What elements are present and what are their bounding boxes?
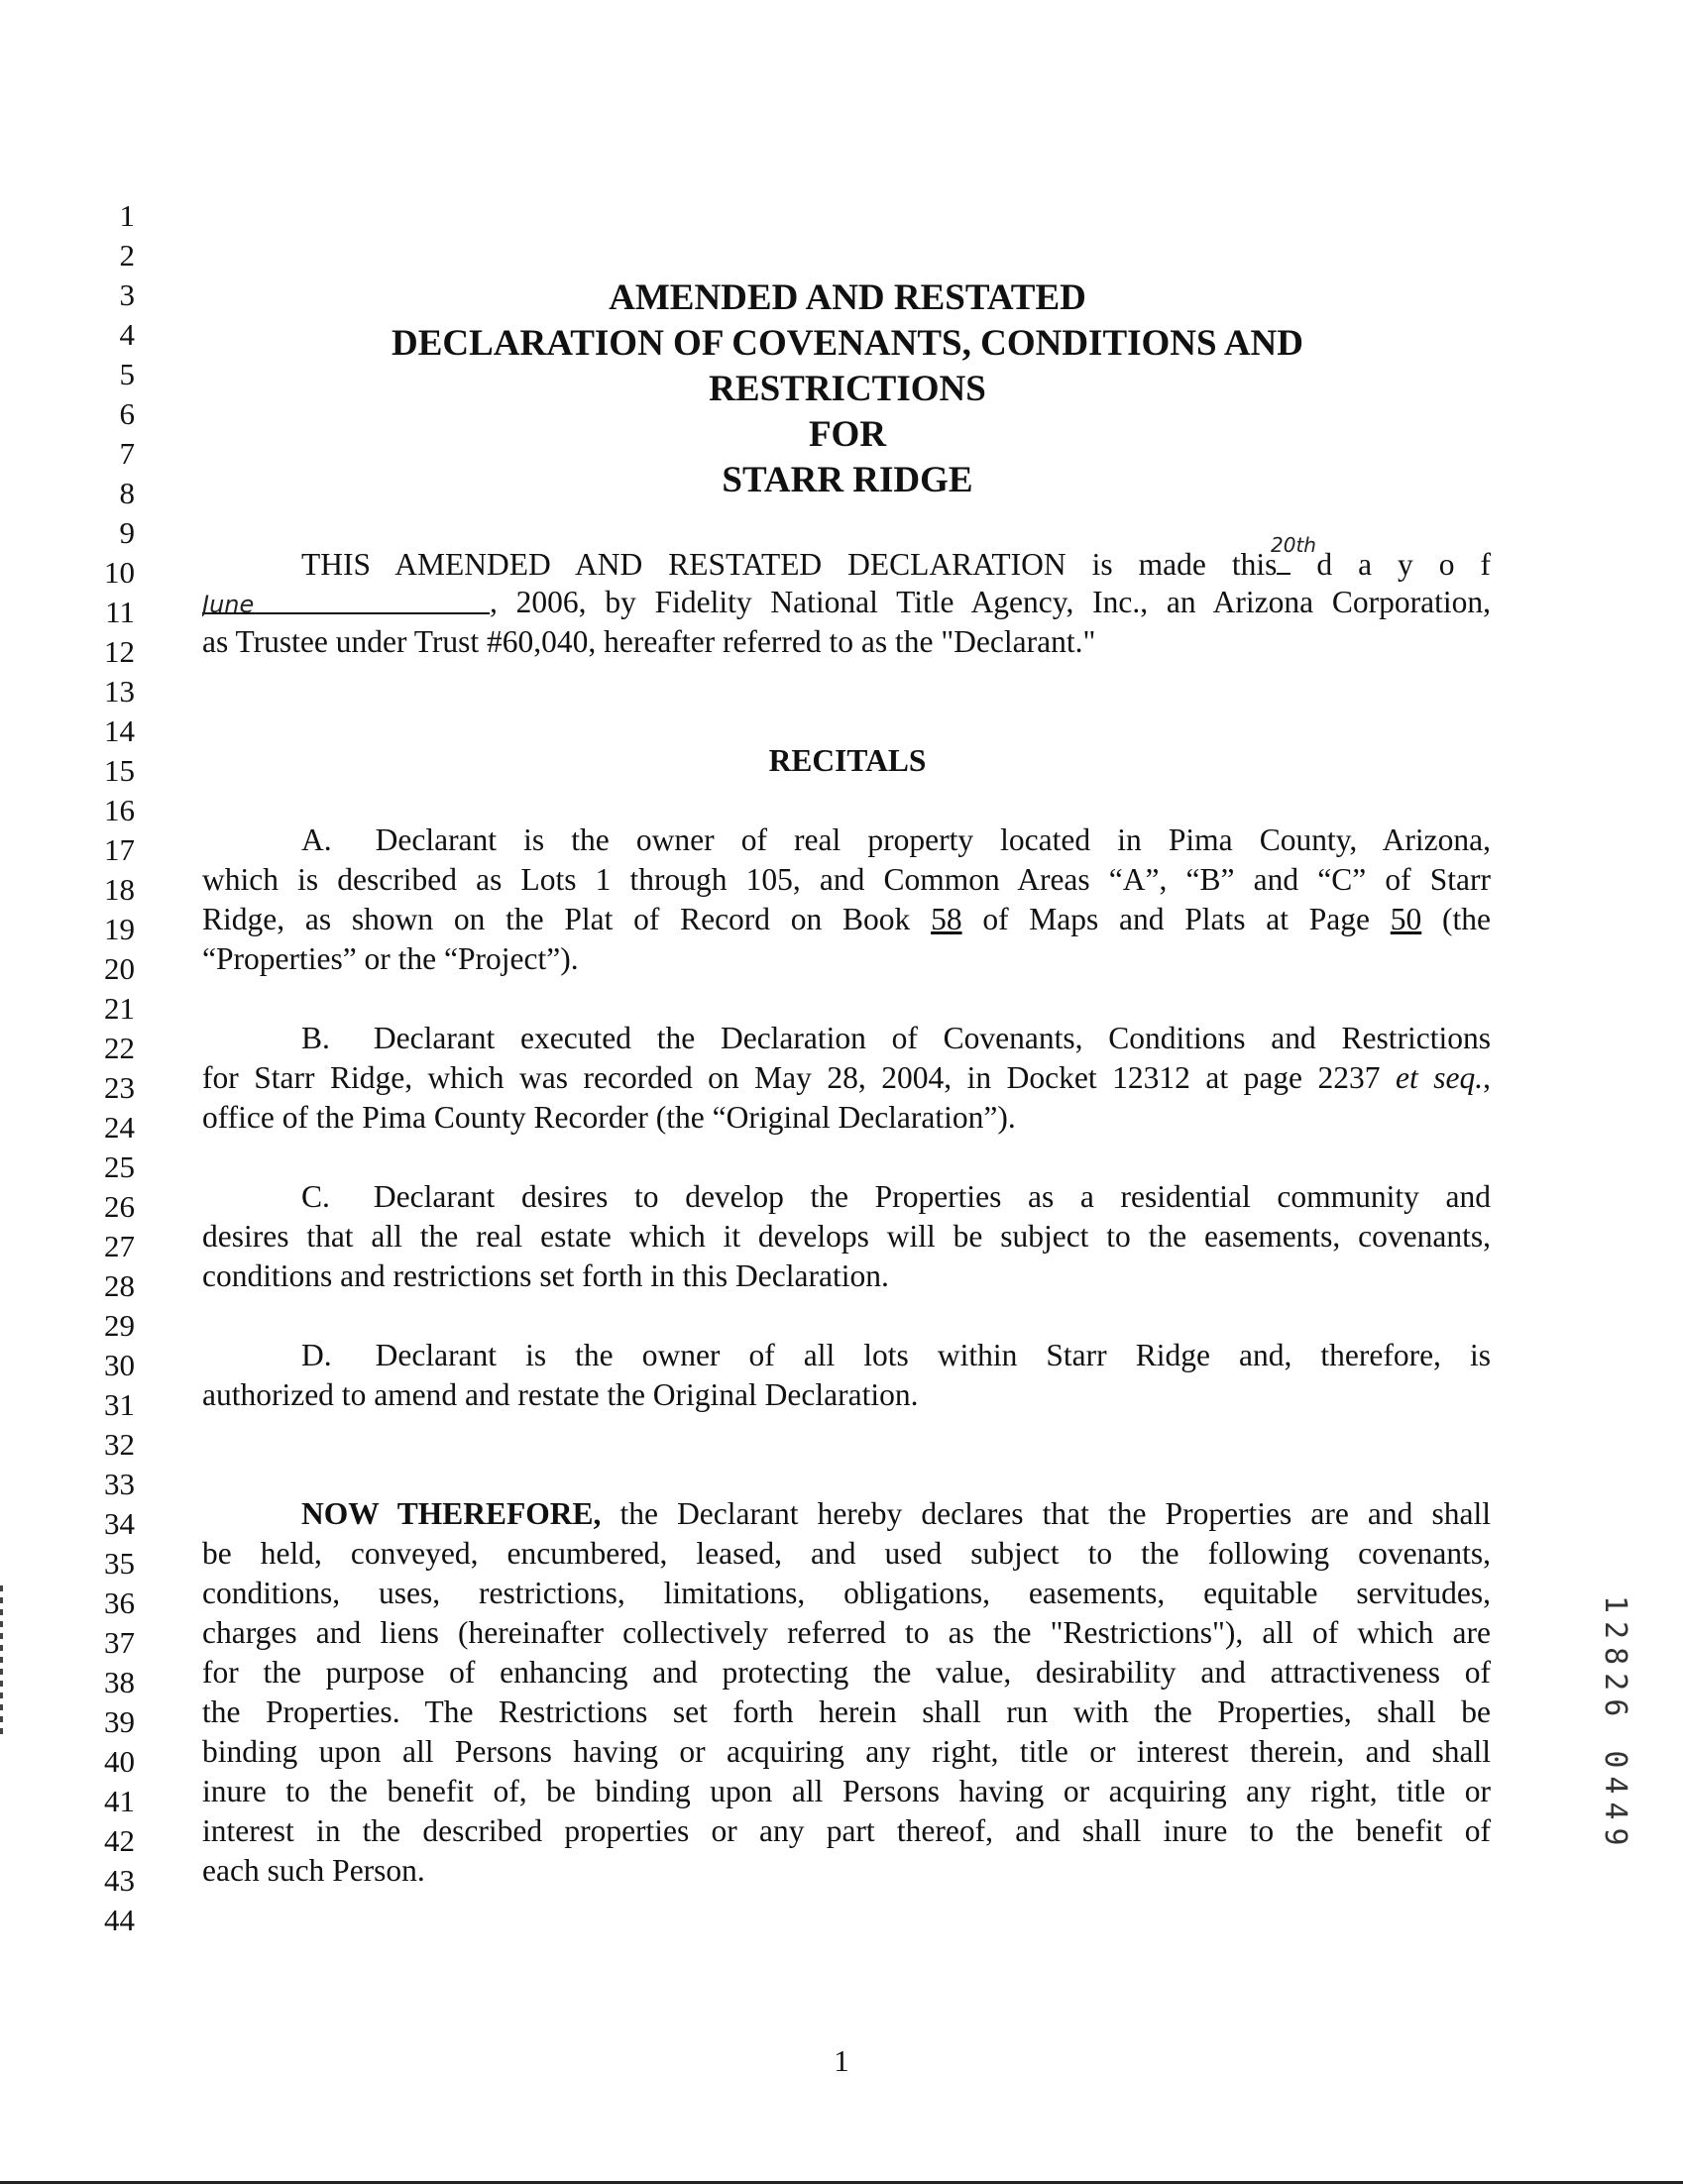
recital-text: Ridge, as shown on the Plat of Record on Book bbox=[202, 902, 911, 936]
line-number: 43 bbox=[104, 1863, 135, 1898]
title-line: STARR RIDGE bbox=[722, 460, 973, 500]
recital-d bbox=[202, 1336, 1491, 1415]
recital-d-line-2: authorized to amend and restate the Original Declaration. bbox=[202, 1377, 919, 1412]
line-number: 11 bbox=[105, 595, 135, 629]
recital-c-line-3: conditions and restrictions set forth in this Declaration. bbox=[202, 1258, 889, 1293]
line-number: 15 bbox=[104, 753, 135, 788]
line-number: 24 bbox=[104, 1110, 135, 1145]
line-number: 27 bbox=[104, 1229, 135, 1263]
month-handwritten: June bbox=[202, 591, 255, 618]
recital-c-line-1 bbox=[202, 1177, 1491, 1217]
page-number: 1 bbox=[834, 2043, 849, 2078]
book-number: 58 bbox=[931, 902, 962, 936]
paragraph-text: the Declarant hereby declares that the Properties are and shall bbox=[619, 1496, 1491, 1531]
line-number: 13 bbox=[104, 674, 135, 709]
line-number: 33 bbox=[104, 1467, 135, 1501]
now-therefore-line-3: conditions, uses, restrictions, limitations, obligations, easements, equitable servitudes, bbox=[202, 1576, 1491, 1610]
line-number: 18 bbox=[104, 872, 135, 907]
recital-a-line-3 bbox=[202, 900, 1491, 939]
line-number: 1 bbox=[119, 198, 135, 233]
recital-letter: C. bbox=[301, 1179, 330, 1214]
line-number: 14 bbox=[104, 713, 135, 748]
recital-text: for Starr Ridge, which was recorded on May 28, 2004, in Docket 12312 at page 2237 bbox=[202, 1060, 1381, 1095]
line-number: 19 bbox=[104, 912, 135, 946]
recital-d-line-1 bbox=[202, 1336, 1491, 1375]
line-number: 39 bbox=[104, 1704, 135, 1739]
line-number: 22 bbox=[104, 1031, 135, 1065]
intro-line-2 bbox=[202, 583, 1491, 622]
intro-text: , 2006, by Fidelity National Title Agency, Inc., an Arizona Corporation, bbox=[490, 585, 1491, 619]
line-number: 7 bbox=[119, 436, 135, 471]
recital-letter: D. bbox=[301, 1338, 332, 1372]
scan-edge-mark bbox=[0, 1585, 3, 1734]
recital-a bbox=[202, 820, 1491, 979]
line-number: 2 bbox=[119, 238, 135, 273]
document-title bbox=[198, 275, 1497, 503]
line-number: 35 bbox=[104, 1546, 135, 1581]
line-number: 26 bbox=[104, 1189, 135, 1224]
recorder-stamp: 12826 0449 bbox=[1598, 1595, 1632, 1854]
recital-text: Declarant executed the Declaration of Covenants, Conditions and Restrictions bbox=[373, 1021, 1491, 1055]
line-number: 3 bbox=[119, 277, 135, 312]
now-therefore-line-5: for the purpose of enhancing and protecting the value, desirability and attractiveness of bbox=[202, 1655, 1491, 1690]
now-therefore-line-1 bbox=[202, 1494, 1491, 1534]
line-number: 5 bbox=[119, 357, 135, 391]
recital-c-line-2: desires that all the real estate which it develops will be subject to the easements, covenants, bbox=[202, 1219, 1491, 1254]
recital-text: Declarant is the owner of real property located in Pima County, Arizona, bbox=[375, 822, 1491, 857]
title-line: RESTRICTIONS bbox=[709, 369, 986, 409]
now-therefore-line-7: binding upon all Persons having or acquiring any right, title or interest therein, and shall bbox=[202, 1734, 1491, 1769]
line-number: 25 bbox=[104, 1149, 135, 1184]
recital-b bbox=[202, 1019, 1491, 1138]
now-therefore-paragraph bbox=[202, 1494, 1491, 1891]
line-number: 36 bbox=[104, 1585, 135, 1620]
intro-text: THIS AMENDED AND RESTATED DECLARATION is made this bbox=[301, 547, 1278, 582]
line-number: 6 bbox=[119, 396, 135, 431]
recital-text: of Maps and Plats at Page bbox=[982, 902, 1371, 936]
recitals-heading: RECITALS bbox=[768, 743, 927, 778]
page-reference: 50 bbox=[1390, 902, 1422, 936]
recital-b-line-3: office of the Pima County Recorder (the “Original Declaration”). bbox=[202, 1100, 1016, 1135]
line-number: 44 bbox=[104, 1903, 135, 1937]
day-suffix: d a y o f bbox=[1316, 547, 1491, 582]
line-number: 30 bbox=[104, 1348, 135, 1382]
line-number: 16 bbox=[104, 793, 135, 827]
line-number: 12 bbox=[104, 634, 135, 669]
recital-a-line-4: “Properties” or the “Project”). bbox=[202, 941, 579, 976]
line-number: 38 bbox=[104, 1665, 135, 1699]
et-seq: et seq. bbox=[1396, 1060, 1484, 1095]
now-therefore-line-2: be held, conveyed, encumbered, leased, and used subject to the following covenants, bbox=[202, 1536, 1491, 1571]
now-therefore-line-10: each such Person. bbox=[202, 1853, 425, 1888]
line-number: 31 bbox=[104, 1387, 135, 1422]
line-number: 34 bbox=[104, 1506, 135, 1541]
recital-text: , bbox=[1483, 1060, 1491, 1095]
line-number: 21 bbox=[104, 991, 135, 1026]
line-number: 23 bbox=[104, 1070, 135, 1105]
recital-text: Declarant is the owner of all lots within Starr Ridge and, therefore, is bbox=[375, 1338, 1491, 1372]
now-therefore-line-8: inure to the benefit of, be binding upon all Persons having or acquiring any right, title or bbox=[202, 1774, 1491, 1808]
line-number-column bbox=[85, 196, 135, 1940]
title-line: AMENDED AND RESTATED bbox=[609, 277, 1086, 318]
line-number: 41 bbox=[104, 1784, 135, 1818]
recital-a-line-2: which is described as Lots 1 through 105, and Common Areas “A”, “B” and “C” of Starr bbox=[202, 862, 1491, 897]
now-therefore-line-4: charges and liens (hereinafter collectively referred to as the "Restrictions"), all of which are bbox=[202, 1615, 1491, 1650]
now-therefore-lead: NOW THEREFORE, bbox=[301, 1496, 602, 1531]
line-number: 20 bbox=[104, 951, 135, 986]
title-line: DECLARATION OF COVENANTS, CONDITIONS AND bbox=[392, 323, 1303, 364]
recital-b-line-2 bbox=[202, 1058, 1491, 1098]
now-therefore-line-9: interest in the described properties or any part thereof, and shall inure to the benefit of bbox=[202, 1813, 1491, 1848]
intro-line-3: as Trustee under Trust #60,040, hereafter referred to as the "Declarant." bbox=[202, 624, 1096, 659]
recital-text: Declarant desires to develop the Properties as a residential community and bbox=[373, 1179, 1491, 1214]
recital-b-line-1 bbox=[202, 1019, 1491, 1058]
recital-a-line-1 bbox=[202, 820, 1491, 860]
line-number: 37 bbox=[104, 1625, 135, 1660]
line-number: 17 bbox=[104, 832, 135, 867]
intro-paragraph bbox=[202, 543, 1491, 662]
line-number: 40 bbox=[104, 1744, 135, 1779]
line-number: 28 bbox=[104, 1268, 135, 1303]
line-number: 29 bbox=[104, 1308, 135, 1343]
recital-letter: A. bbox=[301, 822, 332, 857]
line-number: 32 bbox=[104, 1427, 135, 1462]
title-line: FOR bbox=[808, 414, 887, 455]
now-therefore-line-6: the Properties. The Restrictions set forth herein shall run with the Properties, shall be bbox=[202, 1694, 1491, 1729]
line-number: 8 bbox=[119, 476, 135, 510]
line-number: 42 bbox=[104, 1823, 135, 1858]
line-number: 10 bbox=[104, 555, 135, 590]
line-number: 9 bbox=[119, 515, 135, 550]
day-handwritten: 20th bbox=[1271, 533, 1316, 557]
recital-text: (the bbox=[1442, 902, 1491, 936]
line-number: 4 bbox=[119, 317, 135, 352]
recital-c bbox=[202, 1177, 1491, 1296]
recital-letter: B. bbox=[301, 1021, 330, 1055]
